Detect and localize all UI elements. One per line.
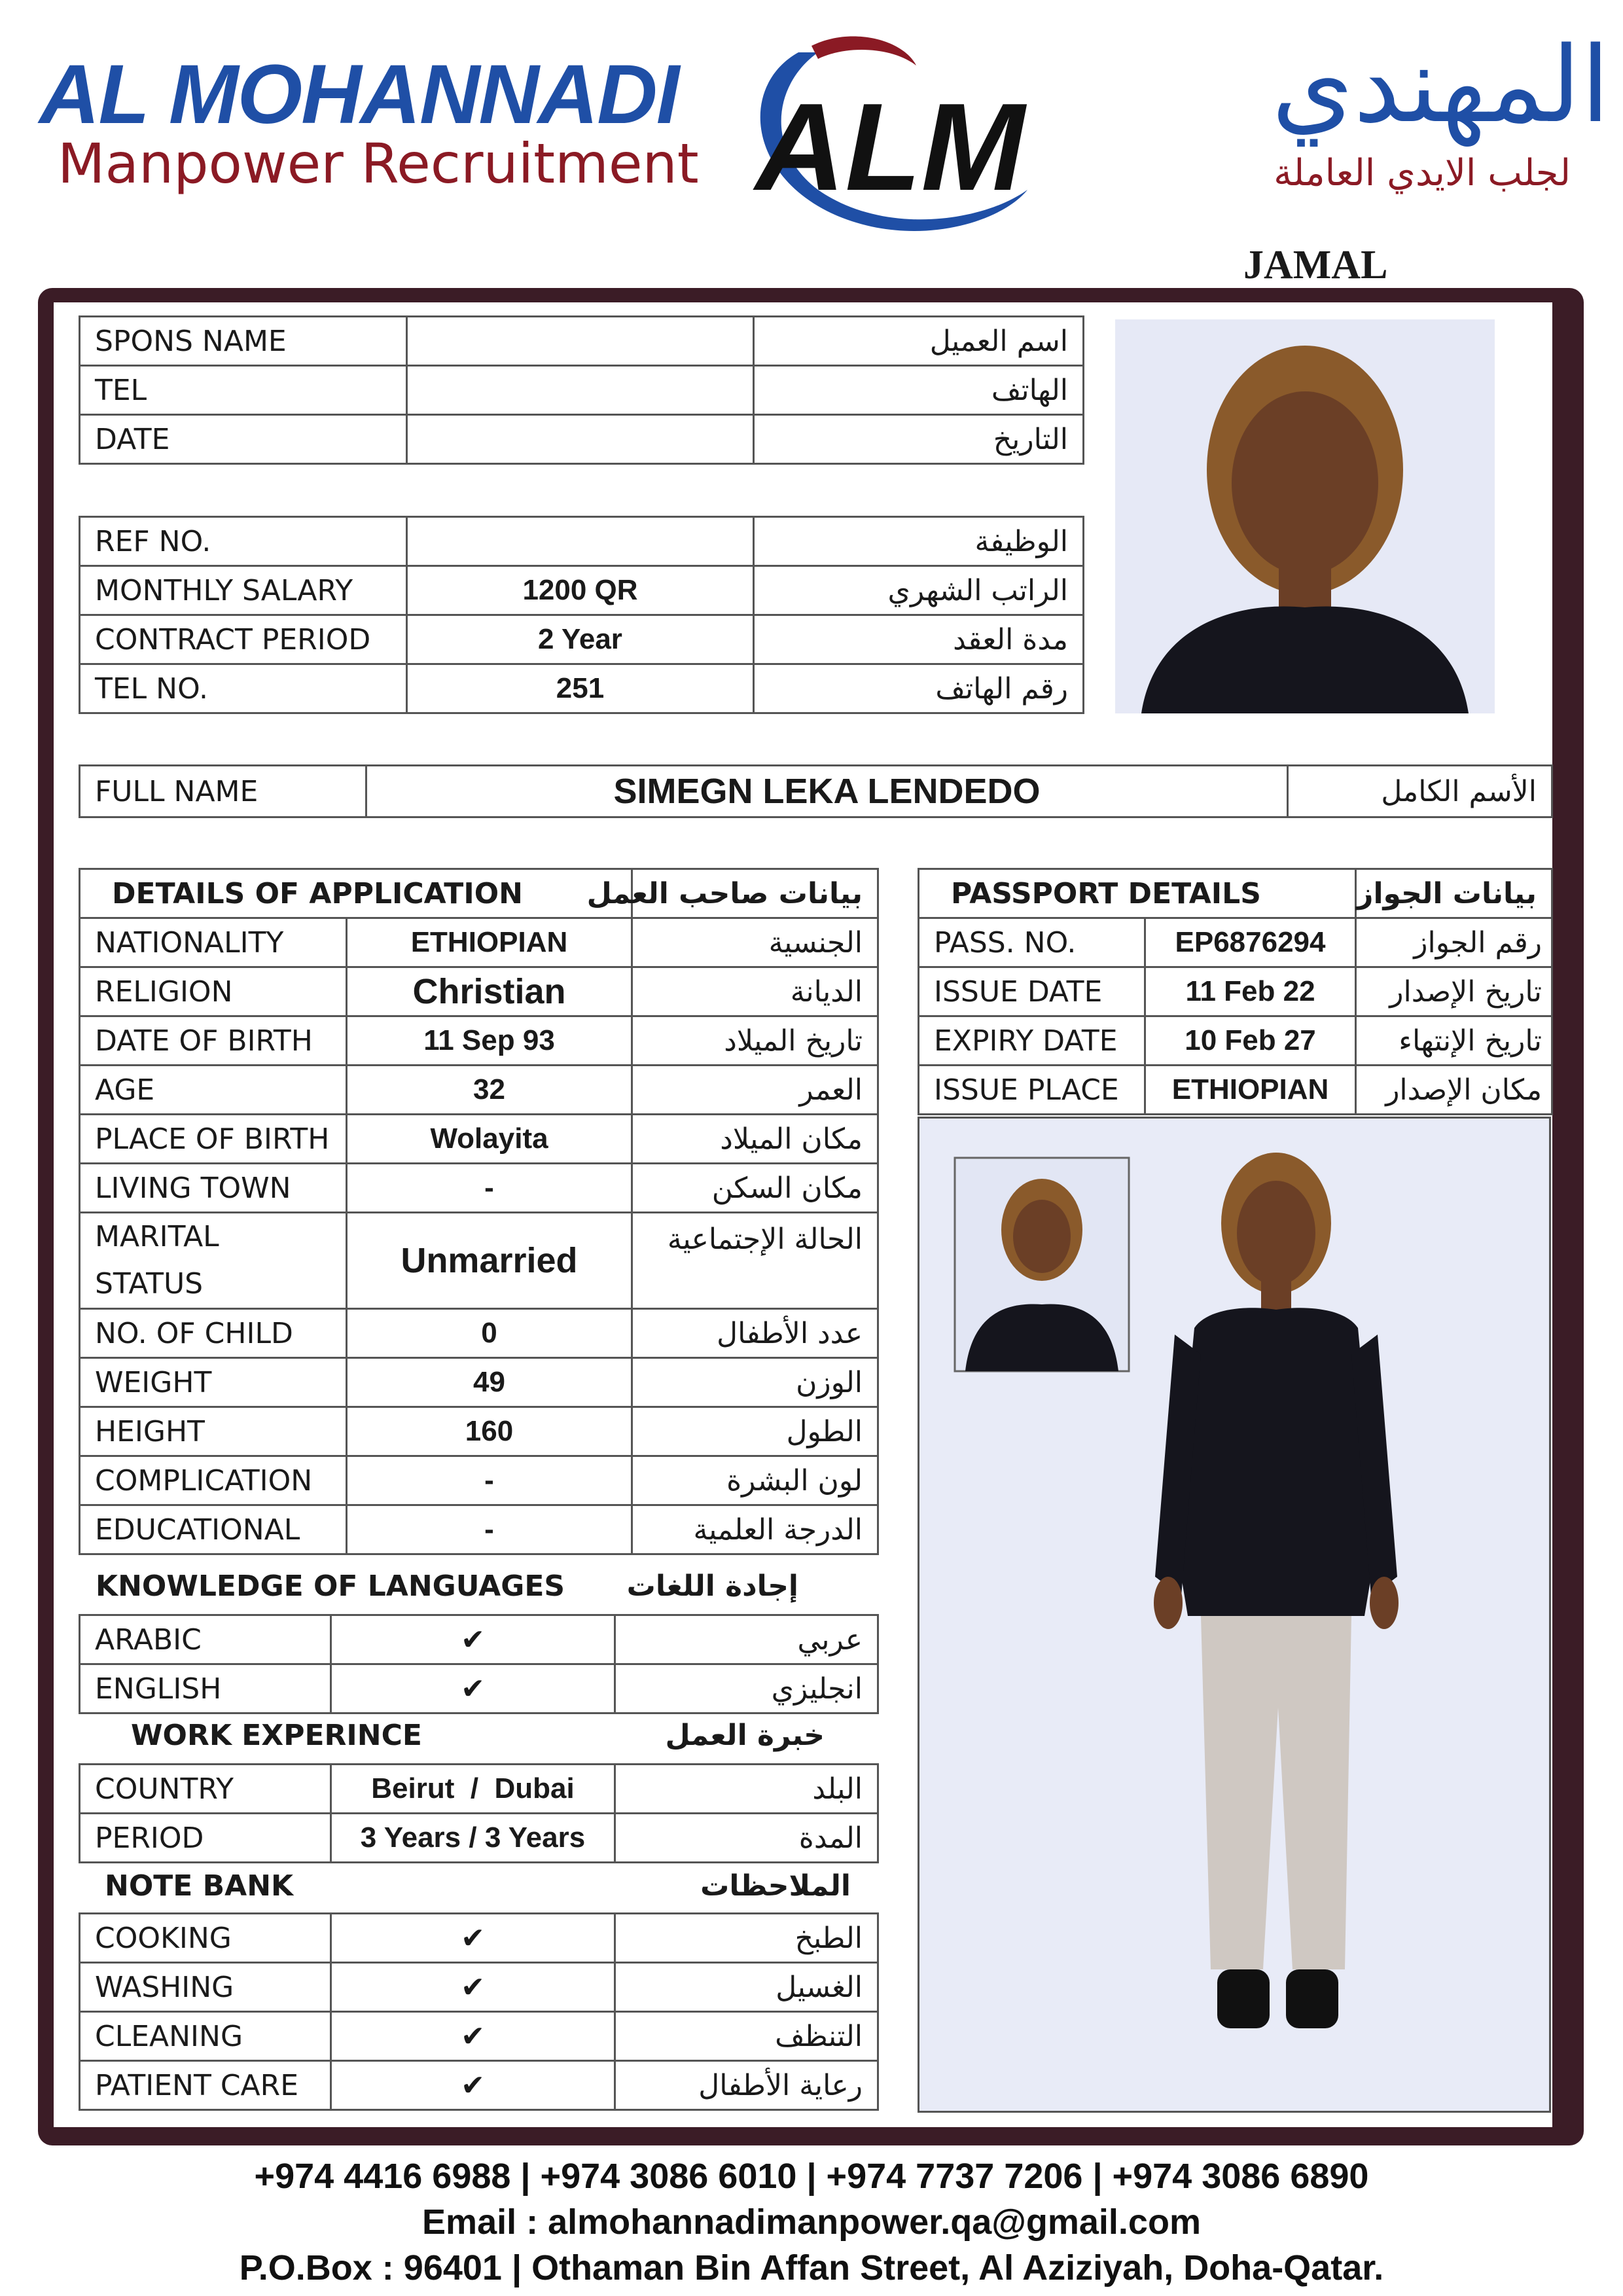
issue-date-value: 11 Feb 22 [1145, 967, 1356, 1016]
ref-no-value [407, 517, 754, 566]
expiry-date-label-ar: تاريخ الإنتهاء [1356, 1016, 1552, 1066]
notes-title: NOTE BANK [105, 1869, 294, 1903]
company-tagline-en: Manpower Recruitment [58, 132, 699, 196]
nationality-value: ETHIOPIAN [347, 918, 632, 967]
table-row [80, 1505, 878, 1554]
expiry-date-value: 10 Feb 27 [1145, 1016, 1356, 1066]
complication-value: - [347, 1456, 632, 1505]
issue-place-label: ISSUE PLACE [919, 1066, 1145, 1115]
living-town-label: LIVING TOWN [80, 1164, 347, 1213]
application-title: DETAILS OF APPLICATION [80, 869, 632, 918]
pass-no-label-ar: رقم الجواز [1356, 918, 1552, 967]
sponsor-date-field[interactable] [407, 415, 754, 464]
company-name-en: AL MOHANNADI [39, 48, 679, 141]
english-label: ENGLISH [80, 1664, 331, 1713]
religion-label: RELIGION [80, 967, 347, 1016]
complication-label: COMPLICATION [80, 1456, 347, 1505]
washing-label: WASHING [80, 1963, 331, 2012]
salary-value: 1200 QR [407, 566, 754, 615]
company-tagline-ar: لجلب الايدي العاملة [1274, 152, 1571, 194]
religion-label-ar: الديانة [632, 967, 878, 1016]
height-label-ar: الطول [632, 1407, 878, 1456]
full-name-value: SIMEGN LEKA LENDEDO [366, 766, 1288, 817]
experience-table [79, 1763, 879, 1863]
application-title-ar: بيانات صاحب العمل [632, 869, 878, 918]
person-portrait-icon [1115, 319, 1495, 713]
table-row [80, 2061, 878, 2110]
table-row [80, 2012, 878, 2061]
contract-period-label: CONTRACT PERIOD [80, 615, 407, 664]
person-full-body-icon [919, 1119, 1549, 2111]
passport-table [918, 868, 1553, 1115]
country-label-ar: البلد [615, 1765, 878, 1814]
passport-title: PASSPORT DETAILS [919, 869, 1356, 918]
issue-date-label-ar: تاريخ الإصدار [1356, 967, 1552, 1016]
dob-value: 11 Sep 93 [347, 1016, 632, 1066]
nationality-label-ar: الجنسية [632, 918, 878, 967]
issue-date-label: ISSUE DATE [919, 967, 1145, 1016]
logo-arabic [1060, 26, 1610, 223]
tel-no-label-ar: رقم الهاتف [754, 664, 1084, 713]
height-label: HEIGHT [80, 1407, 347, 1456]
table-row [80, 1814, 878, 1863]
issue-place-value: ETHIOPIAN [1145, 1066, 1356, 1115]
age-label: AGE [80, 1066, 347, 1115]
arabic-label: ARABIC [80, 1615, 331, 1664]
weight-label-ar: الوزن [632, 1358, 878, 1407]
salary-label-ar: الراتب الشهري [754, 566, 1084, 615]
table-row [919, 967, 1552, 1016]
marital-status-label [80, 1213, 347, 1309]
languages-title-ar: إجادة اللغات [626, 1570, 798, 1603]
educational-label: EDUCATIONAL [80, 1505, 347, 1554]
table-row [80, 1407, 878, 1456]
sponsor-name-label-ar: اسم العميل [754, 317, 1084, 366]
height-value: 160 [347, 1407, 632, 1456]
notes-title-ar: الملاحظات [700, 1869, 851, 1903]
table-row [80, 317, 1084, 366]
patient-care-check-icon: ✔ [331, 2061, 615, 2110]
sponsor-name-field[interactable] [407, 317, 754, 366]
portrait-photo [1115, 319, 1495, 713]
children-label: NO. OF CHILD [80, 1309, 347, 1358]
ref-no-label: REF NO. [80, 517, 407, 566]
full-body-photo [918, 1117, 1551, 2113]
table-row [80, 1963, 878, 2012]
cooking-label-ar: الطبخ [615, 1914, 878, 1963]
marital-label-line2: STATUS [95, 1267, 204, 1300]
weight-value: 49 [347, 1358, 632, 1407]
salary-label: MONTHLY SALARY [80, 566, 407, 615]
patient-care-label: PATIENT CARE [80, 2061, 331, 2110]
sponsor-name-label: SPONS NAME [80, 317, 407, 366]
tel-no-label: TEL NO. [80, 664, 407, 713]
experience-title-ar: خبرة العمل [665, 1719, 825, 1752]
table-row [80, 1765, 878, 1814]
place-of-birth-value: Wolayita [347, 1115, 632, 1164]
full-name-label: FULL NAME [80, 766, 366, 817]
table-row [919, 869, 1552, 918]
table-row [80, 1164, 878, 1213]
table-row [80, 918, 878, 967]
washing-check-icon: ✔ [331, 1963, 615, 2012]
children-label-ar: عدد الأطفال [632, 1309, 878, 1358]
sponsor-date-label-ar: التاريخ [754, 415, 1084, 464]
notes-table [79, 1912, 879, 2111]
table-row [80, 967, 878, 1016]
cleaning-label-ar: التنظف [615, 2012, 878, 2061]
cleaning-check-icon: ✔ [331, 2012, 615, 2061]
table-row [80, 1358, 878, 1407]
table-row [80, 615, 1084, 664]
table-row [80, 1309, 878, 1358]
table-row [80, 566, 1084, 615]
marital-label-line1: MARITAL [95, 1220, 219, 1253]
sponsor-date-label: DATE [80, 415, 407, 464]
sponsor-tel-label: TEL [80, 366, 407, 415]
footer-address: P.O.Box : 96401 | Othaman Bin Affan Street, Al Aziziyah, Doha-Qatar. [239, 2248, 1384, 2287]
pass-no-label: PASS. NO. [919, 918, 1145, 967]
footer-email[interactable]: Email : almohannadimanpower.qa@gmail.com [422, 2202, 1201, 2242]
sponsor-table [79, 315, 1084, 465]
english-check-icon: ✔ [331, 1664, 615, 1713]
weight-label: WEIGHT [80, 1358, 347, 1407]
marital-status-label-ar: الحالة الإجتماعية [632, 1213, 878, 1309]
tel-no-value: 251 [407, 664, 754, 713]
cooking-check-icon: ✔ [331, 1914, 615, 1963]
table-row [80, 366, 1084, 415]
job-table [79, 516, 1084, 714]
passport-title-ar: بيانات الجواز [1356, 869, 1552, 918]
experience-title: WORK EXPERINCE [131, 1719, 422, 1752]
table-row [80, 517, 1084, 566]
languages-title: KNOWLEDGE OF LANGUAGES [96, 1570, 565, 1603]
dob-label: DATE OF BIRTH [80, 1016, 347, 1066]
washing-label-ar: الغسيل [615, 1963, 878, 2012]
ref-no-label-ar: الوظيفة [754, 517, 1084, 566]
living-town-value: - [347, 1164, 632, 1213]
cleaning-label: CLEANING [80, 2012, 331, 2061]
expiry-date-label: EXPIRY DATE [919, 1016, 1145, 1066]
table-row [80, 1016, 878, 1066]
alm-logo-mark [720, 26, 1060, 249]
english-label-ar: انجليزي [615, 1664, 878, 1713]
nationality-label: NATIONALITY [80, 918, 347, 967]
period-label: PERIOD [80, 1814, 331, 1863]
table-row [80, 1213, 878, 1309]
table-row [80, 664, 1084, 713]
age-label-ar: العمر [632, 1066, 878, 1115]
alm-swoosh-icon [720, 26, 1060, 249]
country-value: Beirut / Dubai [331, 1765, 615, 1814]
table-row [80, 415, 1084, 464]
patient-care-label-ar: رعاية الأطفال [615, 2061, 878, 2110]
place-of-birth-label-ar: مكان الميلاد [632, 1115, 878, 1164]
full-name-label-ar: الأسم الكامل [1288, 766, 1552, 817]
complication-label-ar: لون البشرة [632, 1456, 878, 1505]
table-row [80, 766, 1552, 817]
table-row [919, 918, 1552, 967]
contract-period-label-ar: مدة العقد [754, 615, 1084, 664]
living-town-label-ar: مكان السكن [632, 1164, 878, 1213]
pass-no-value: EP6876294 [1145, 918, 1356, 967]
marital-status-value: Unmarried [347, 1213, 632, 1309]
table-row [80, 1115, 878, 1164]
company-name-ar: المهندي [1272, 24, 1610, 146]
religion-value: Christian [347, 967, 632, 1016]
educational-value: - [347, 1505, 632, 1554]
contract-period-value: 2 Year [407, 615, 754, 664]
table-row [80, 1456, 878, 1505]
arabic-check-icon: ✔ [331, 1615, 615, 1664]
period-label-ar: المدة [615, 1814, 878, 1863]
full-name-table [79, 764, 1553, 818]
table-row [80, 1664, 878, 1713]
cooking-label: COOKING [80, 1914, 331, 1963]
country-label: COUNTRY [80, 1765, 331, 1814]
table-row [919, 1066, 1552, 1115]
logo-english [39, 46, 720, 203]
agent-name: JAMAL [1243, 243, 1388, 287]
dob-label-ar: تاريخ الميلاد [632, 1016, 878, 1066]
table-row [80, 1914, 878, 1963]
age-value: 32 [347, 1066, 632, 1115]
table-row [80, 869, 878, 918]
table-row [80, 1615, 878, 1664]
period-value: 3 Years / 3 Years [331, 1814, 615, 1863]
table-row [80, 1066, 878, 1115]
sponsor-tel-field[interactable] [407, 366, 754, 415]
children-value: 0 [347, 1309, 632, 1358]
arabic-label-ar: عربي [615, 1615, 878, 1664]
alm-mark-text: ALM [755, 78, 1025, 217]
passport-inset-photo [955, 1158, 1129, 1371]
footer-phones: +974 4416 6988 | +974 3086 6010 | +974 7737 7206 | +974 3086 6890 [254, 2157, 1369, 2196]
place-of-birth-label: PLACE OF BIRTH [80, 1115, 347, 1164]
table-row [919, 1016, 1552, 1066]
languages-table [79, 1614, 879, 1714]
issue-place-label-ar: مكان الإصدار [1356, 1066, 1552, 1115]
educational-label-ar: الدرجة العلمية [632, 1505, 878, 1554]
sponsor-tel-label-ar: الهاتف [754, 366, 1084, 415]
application-table [79, 868, 879, 1555]
